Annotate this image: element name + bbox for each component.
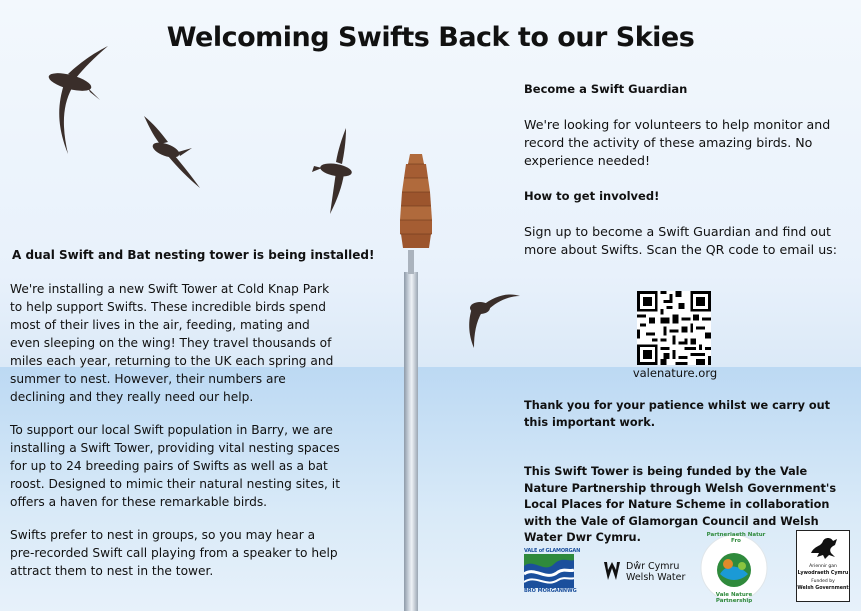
wg-line1: Ariennir gan [809,564,837,569]
welsh-government-logo [796,530,850,602]
qr-url-link[interactable]: valenature.org [632,366,718,380]
dwr-line1: Dŵr Cymru [626,561,680,572]
involved-heading: How to get involved! [524,189,660,203]
paragraph-intro: We're installing a new Swift Tower at Cold Knap Park to help support Swifts. These incredible birds spend most of their lives in the air, feeding, mating and even sleeping on the wing! They travel thousands of miles each year, returning to the UK each spring and summer to nest. However, their numbers are declining and they really need our help. [10,282,334,404]
swift-bird-1 [28,44,110,156]
guardian-text: We're looking for volunteers to help monitor and record the activity of these amazing birds. No experience needed! [524,117,831,168]
paragraph-groups: Swifts prefer to nest in groups, so you may hear a pre-recorded Swift call playing from a speaker to help attract them to nest in the tower. [10,528,338,578]
funding-text: This Swift Tower is being funded by the Vale Nature Partnership through Welsh Government's Local Places for Nature Scheme in collaboration with the Vale of Glamorgan Council and Welsh Water Dwr Cymru. [524,465,837,544]
swift-tower-icon [396,152,436,254]
swift-bird-4 [462,290,522,350]
guardian-heading: Become a Swift Guardian [524,82,688,96]
welsh-dragon-icon [809,535,839,561]
vale-of-glamorgan-logo [524,548,581,598]
wg-line4: Welsh Government [797,586,849,591]
page-title: Welcoming Swifts Back to our Skies [166,22,695,53]
thanks-text: Thank you for your patience whilst we carry out this important work. [524,399,831,429]
left-body [10,280,340,595]
vale-nature-partnership-logo [698,530,770,606]
tower-heading: A dual Swift and Bat nesting tower is being installed! [12,248,375,262]
involved-text: Sign up to become a Swift Guardian and find out more about Swifts. Scan the QR code to email us: [524,224,837,257]
swift-bird-3 [308,128,358,214]
vnp-top-text: Partneriaeth Natur Fro [706,532,766,544]
swift-bird-2 [140,114,202,190]
vale-logo-top-text: VALE of GLAMORGAN [524,548,581,554]
paragraph-support: To support our local Swift population in Barry, we are installing a Swift Tower, providing vital nesting spaces for up to 24 breeding pairs of Swifts as well as a bat roost. Designed to mimic their natural nesting sites, it offers a haven for these remarkable birds. [10,423,340,509]
wg-line3: Funded by [811,579,835,584]
vale-logo-wave-icon [524,554,574,588]
qr-code-icon[interactable] [637,291,711,365]
dwr-cymru-logo [604,560,684,584]
vnp-bottom-text: Vale Nature Partnership [715,592,753,604]
tower-pole [404,272,418,611]
welsh-water-icon [604,562,620,580]
wg-line2: Lywodraeth Cymru [797,571,849,576]
dwr-line2: Welsh Water [626,572,686,583]
vale-logo-bottom-text: BRO MORGANNWG [524,588,577,594]
